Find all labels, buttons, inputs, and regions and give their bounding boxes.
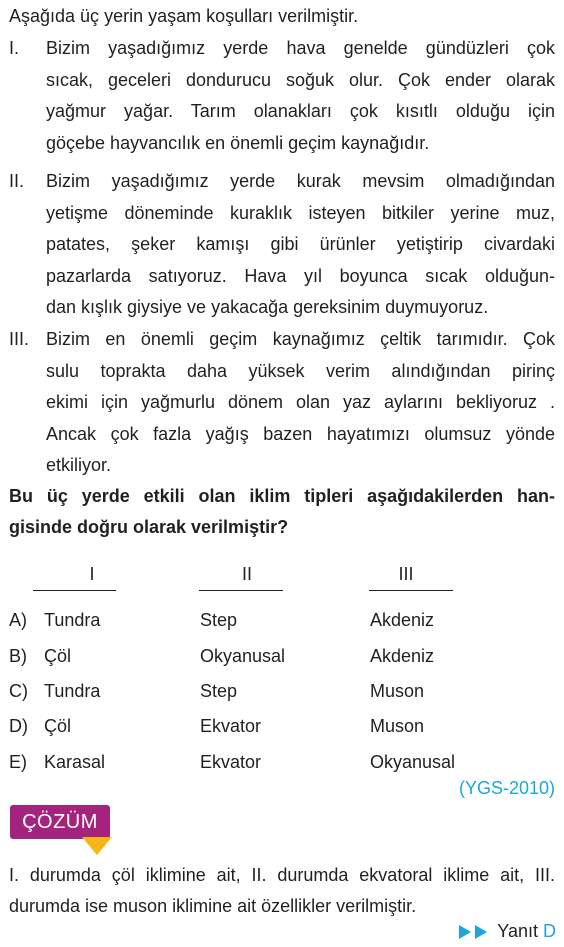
option-climate-2: Ekvator (200, 716, 262, 736)
option-climate-2: Step (200, 681, 238, 701)
option-climate-1: Çöl (44, 716, 72, 736)
column-underline (33, 590, 116, 591)
answer-label: Yanıt (497, 921, 538, 941)
option-climate-1: Tundra (44, 610, 101, 630)
exam-source: (YGS-2010) (458, 778, 555, 798)
statement-1 (9, 33, 555, 159)
option-climate-2: Okyanusal (200, 646, 286, 666)
badge-triangle-icon (82, 837, 112, 855)
option-climate-3: Muson (370, 716, 425, 736)
question-text (9, 481, 555, 543)
double-play-arrow-icon (459, 925, 489, 939)
column-underline (199, 590, 283, 591)
column-underline (369, 590, 453, 591)
column-header-2: II (241, 564, 252, 584)
question-line: gisinde doğru olarak verilmiştir? (9, 517, 289, 537)
statement-line: Bizim yaşadığımız yerde hava genelde gündüzleri çok (46, 38, 555, 58)
option-climate-1: Çöl (44, 646, 72, 666)
solution-text (9, 860, 555, 922)
statement-line: yağmur yağar. Tarım olanakları çok kısıtlı olduğu için (46, 101, 555, 121)
statement-line: etkiliyor. (46, 455, 112, 475)
statement-line: dan kışlık giysiye ve yakacağa gereksinim duymuyoruz. (46, 297, 489, 317)
statement-line: ekimi için yağmurlu dönem olan yaz aylarını bekliyoruz . (46, 392, 555, 412)
statement-line: sulu toprakta daha yüksek verim alındığından pirinç (46, 360, 555, 381)
option-climate-2: Ekvator (200, 752, 262, 772)
option-climate-3: Akdeniz (370, 610, 435, 630)
statement-number: I. (9, 38, 20, 58)
answer (459, 918, 556, 944)
statement-line: Ancak çok fazla yağış bazen hayatımızı olumsuz yönde (46, 423, 555, 444)
option-climate-1: Karasal (44, 752, 106, 772)
option-climate-3: Akdeniz (370, 646, 435, 666)
statement-number: II. (9, 171, 25, 191)
option-climate-2: Step (200, 610, 238, 630)
option-letter: E) (9, 752, 27, 772)
option-climate-3: Okyanusal (370, 752, 456, 772)
option-letter: A) (9, 610, 27, 630)
statement-line: pazarlarda satıyoruz. Hava yıl boyunca sıcak olduğun- (46, 265, 555, 286)
statement-line: göçebe hayvancılık en önemli geçim kaynağıdır. (46, 132, 430, 153)
statement-number: III. (9, 329, 30, 349)
solution-badge-label: ÇÖZÜM (10, 805, 110, 839)
option-climate-1: Tundra (44, 681, 101, 701)
intro-text: Aşağıda üç yerin yaşam koşulları verilmiştir. (9, 6, 359, 26)
statement-line: yetişme döneminde kuraklık isteyen bitkiler yerine muz, (46, 202, 555, 223)
statement-line: sıcak, geceleri dondurucu soğuk olur. Çok ender olarak (46, 69, 555, 90)
statement-3 (9, 324, 555, 482)
option-letter: B) (9, 646, 27, 666)
answer-letter: D (543, 921, 556, 941)
option-climate-3: Muson (370, 681, 425, 701)
column-header-1: I (89, 564, 95, 584)
statement-line: patates, şeker kamışı gibi ürünler yetiştirip civardaki (46, 234, 555, 254)
option-letter: C) (9, 681, 28, 701)
solution-line: durumda ise muson iklimine ait özellikler verilmiştir. (9, 896, 417, 916)
statement-2 (9, 166, 555, 324)
solution-badge (10, 805, 120, 857)
column-header-3: III (398, 564, 414, 584)
statement-line: Bizim en önemli geçim kaynağımız çeltik tarımıdır. Çok (46, 329, 555, 349)
option-letter: D) (9, 716, 28, 736)
solution-line: I. durumda çöl iklimine ait, II. durumda ekvatoral iklime ait, III. (9, 865, 555, 885)
question-line: Bu üç yerde etkili olan iklim tipleri aşağıdakilerden han- (9, 486, 555, 506)
statement-line: Bizim yaşadığımız yerde kurak mevsim olmadığından (46, 171, 555, 191)
